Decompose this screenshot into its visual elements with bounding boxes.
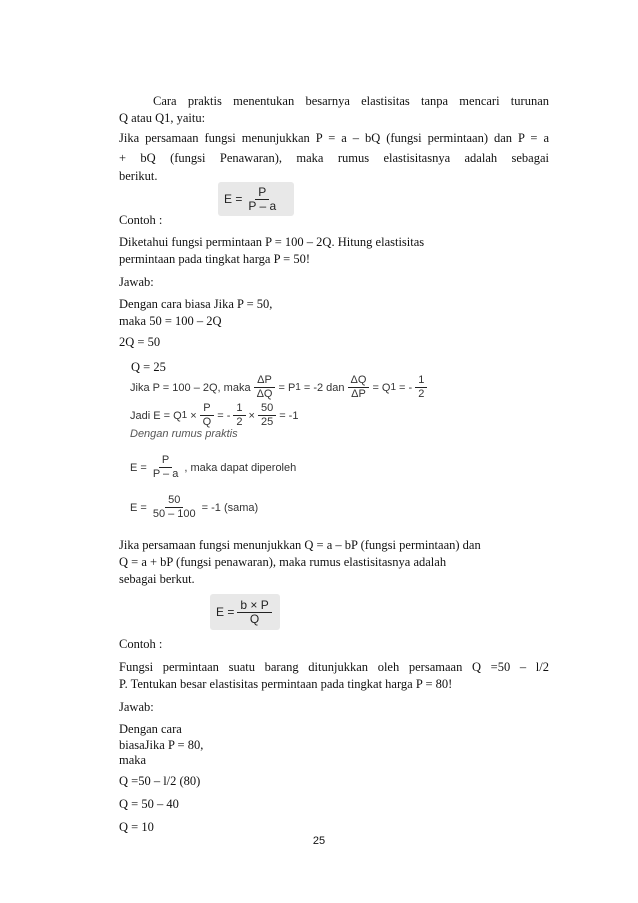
practical-formula-line: [130, 454, 296, 481]
formula-box-1: [218, 182, 294, 216]
fifty-over-twentyfive: [258, 402, 276, 429]
formula-1-lhs: E =: [224, 192, 243, 206]
answer-1-heading: Jawab:: [119, 275, 154, 289]
practical-rest: , maka dapat diperoleh: [184, 461, 297, 474]
answer-2-line-1: Dengan cara: [119, 722, 182, 736]
result-rest: = -1 (sama): [201, 501, 259, 514]
q1-text: = Q: [372, 381, 391, 394]
p1-subscript: 1: [295, 382, 301, 393]
jadi-e-text: Jadi E = Q: [130, 409, 182, 422]
answer-2-line-3: maka: [119, 753, 147, 767]
rule1-line-2: + bQ (fungsi Penawaran), maka rumus elastisitasnya adalah sebagai: [119, 151, 549, 165]
practical-numerator: P: [159, 454, 172, 468]
answer-1-line-3: 2Q = 50: [119, 335, 161, 349]
half-fraction-2: [233, 402, 245, 429]
example-2-line-1: Fungsi permintaan suatu barang ditunjukkan oleh persamaan Q =50 – l/2: [119, 660, 549, 674]
answer-1-line-1: Dengan cara biasa Jika P = 50,: [119, 297, 273, 311]
dq-dp-denominator: ΔP: [351, 388, 366, 400]
example-1-line-1: Diketahui fungsi permintaan P = 100 – 2Q. Hitung elastisitas: [119, 235, 425, 249]
answer-2-line-4: Q =50 – l/2 (80): [119, 774, 201, 788]
formula-2-numerator: b × P: [237, 599, 271, 613]
dq-dp-fraction: [348, 374, 370, 401]
rule1-line-1: Jika persamaan fungsi menunjukkan P = a – bQ (fungsi permintaan) dan P = a: [119, 131, 549, 145]
rule2-line-3: sebagai berkut.: [119, 572, 195, 586]
example-2-heading: Contoh :: [119, 637, 163, 651]
answer-2-heading: Jawab:: [119, 700, 154, 714]
formula-box-2: [210, 594, 280, 630]
intro-line-2: Q atau Q1, yaitu:: [119, 111, 206, 125]
result-e-lhs: E =: [130, 501, 147, 514]
answer-2-line-5: Q = 50 – 40: [119, 797, 179, 811]
practical-result-line: [130, 494, 258, 521]
p1-value: = -2 dan: [303, 381, 345, 394]
half-numerator: 1: [415, 374, 427, 388]
answer-2-line-2: biasaJika P = 80,: [119, 738, 204, 752]
p1-text: = P: [278, 381, 296, 394]
example-2-line-2: P. Tentukan besar elastisitas permintaan pada tingkat harga P = 80!: [119, 677, 453, 691]
twentyfive-denominator: 25: [260, 416, 274, 428]
formula-2-lhs: E =: [216, 605, 235, 619]
answer-1-line-4: Q = 25: [131, 360, 166, 374]
rule2-line-1: Jika persamaan fungsi menunjukkan Q = a – bP (fungsi permintaan) dan: [119, 538, 481, 552]
dp-dq-fraction: [254, 374, 276, 401]
p-over-q-fraction: [200, 402, 215, 429]
answer-1-line-2: maka 50 = 100 – 2Q: [119, 314, 222, 328]
result-numerator: 50: [165, 494, 183, 508]
derivative-intro: Jika P = 100 – 2Q, maka: [130, 381, 251, 394]
formula-2-fraction: [237, 599, 271, 626]
formula-1-fraction: [245, 186, 279, 213]
p-over-q-numerator: P: [200, 402, 213, 416]
practical-fraction: [150, 454, 182, 481]
q1-subscript: 1: [390, 382, 397, 393]
half-2-denominator: 2: [236, 416, 243, 428]
equals-minus: = -: [217, 409, 231, 422]
formula-1-denominator: P – a: [248, 198, 277, 213]
example-1-heading: Contoh :: [119, 213, 163, 227]
dq-dp-numerator: ΔQ: [348, 374, 370, 388]
result-fraction: [150, 494, 199, 521]
half-fraction: [415, 374, 427, 401]
half-denominator: 2: [418, 388, 425, 400]
p-over-q-denominator: Q: [202, 416, 212, 428]
times-1: ×: [190, 409, 197, 422]
practical-denominator: P – a: [152, 468, 179, 480]
q1-value: = -: [399, 381, 413, 394]
dp-dq-denominator: ΔQ: [256, 388, 273, 400]
practical-e-lhs: E =: [130, 461, 147, 474]
result-minus-one: = -1: [279, 409, 299, 422]
example-1-line-2: permintaan pada tingkat harga P = 50!: [119, 252, 311, 266]
half-2-numerator: 1: [233, 402, 245, 416]
jadi-q1-subscript: 1: [181, 410, 188, 421]
dp-dq-numerator: ΔP: [254, 374, 275, 388]
formula-1-numerator: P: [255, 186, 269, 200]
result-denominator: 50 – 100: [152, 508, 196, 520]
times-2: ×: [248, 409, 255, 422]
derivative-line: [130, 374, 430, 401]
practical-formula-label: Dengan rumus praktis: [130, 428, 238, 440]
rule1-line-3: berikut.: [119, 169, 158, 183]
answer-2-line-6: Q = 10: [119, 820, 154, 834]
intro-line-1: Cara praktis menentukan besarnya elastisitas tanpa mencari turunan: [153, 94, 549, 108]
rule2-line-2: Q = a + bP (fungsi penawaran), maka rumus elastisitasnya adalah: [119, 555, 447, 569]
elasticity-calc-line: [130, 402, 298, 429]
page-number: 25: [312, 835, 326, 847]
fifty-numerator: 50: [258, 402, 276, 416]
formula-2-denominator: Q: [249, 611, 260, 626]
